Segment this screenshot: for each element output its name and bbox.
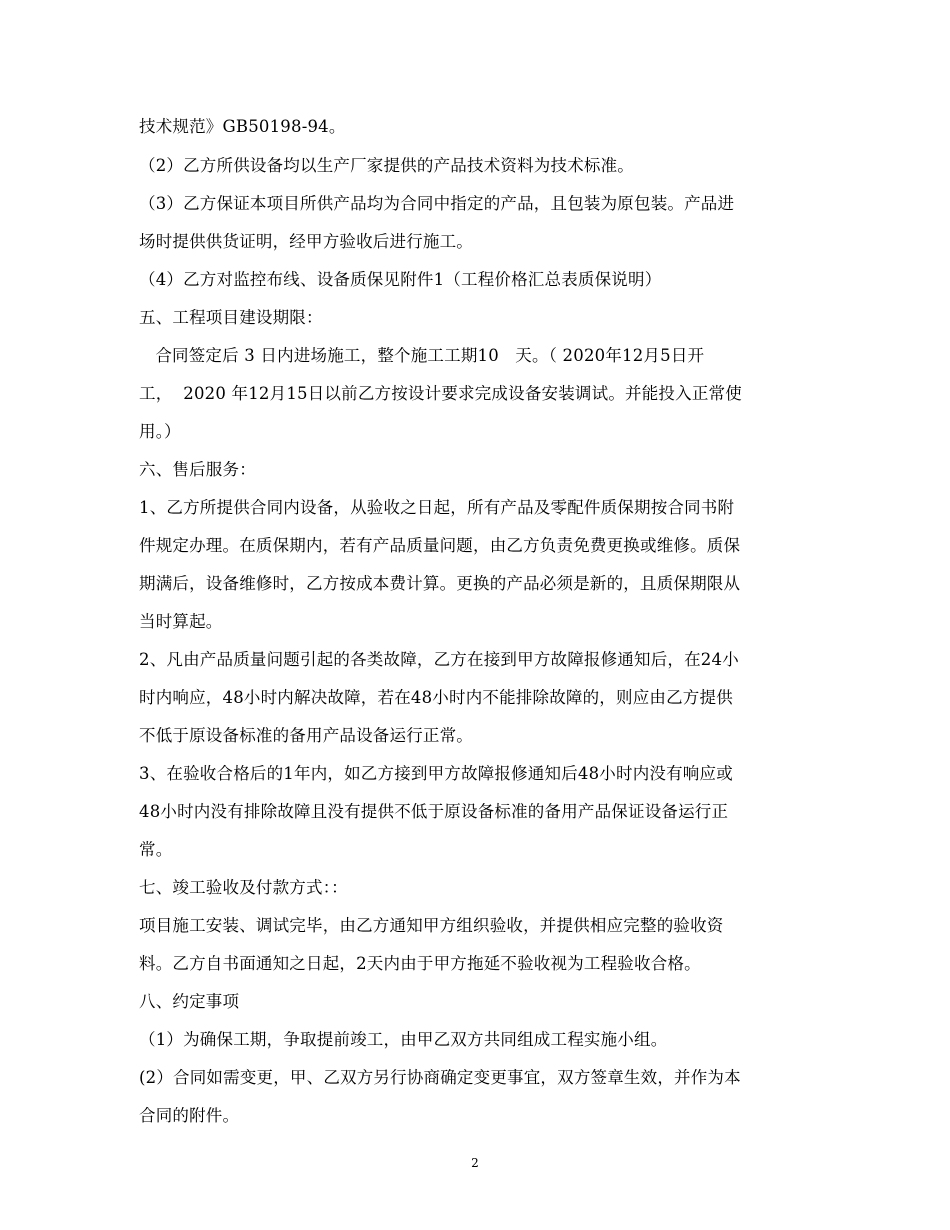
text-line: （2）乙方所供设备均以生产厂家提供的产品技术资料为技术标准。 xyxy=(139,156,634,175)
text-line: 常。 xyxy=(139,840,173,859)
text-line: （4）乙方对监控布线、设备质保见附件1（工程价格汇总表质保说明） xyxy=(139,270,662,289)
text-line: 当时算起。 xyxy=(139,612,223,631)
text-line: 料。乙方自书面通知之日起，2天内由于甲方拖延不验收视为工程验收合格。 xyxy=(139,954,701,973)
text-line: 件规定办理。在质保期内，若有产品质量问题，由乙方负责免费更换或维修。质保 xyxy=(139,536,741,555)
text-line: 场时提供供货证明，经甲方验收后进行施工。 xyxy=(139,232,473,251)
text-line: 1、乙方所提供合同内设备，从验收之日起，所有产品及零配件质保期按合同书附 xyxy=(139,498,735,517)
section-heading: 六、售后服务： xyxy=(139,460,256,479)
text-line: 时内响应，48小时内解决故障，若在48小时内不能排除故障的，则应由乙方提供 xyxy=(139,688,733,707)
text-line: （1）为确保工期，争取提前竣工，由甲乙双方共同组成工程实施小组。 xyxy=(139,1030,668,1049)
section-heading: 七、竣工验收及付款方式：： xyxy=(139,878,348,897)
text-line: 技术规范》GB50198-94。 xyxy=(139,117,346,136)
text-line: 2、凡由产品质量问题引起的各类故障，乙方在接到甲方故障报修通知后，在24小 xyxy=(139,650,739,669)
text-line: （3）乙方保证本项目所供产品均为合同中指定的产品，且包装为原包装。产品进 xyxy=(139,194,735,213)
text-line: 期满后，设备维修时，乙方按成本费计算。更换的产品必须是新的，且质保期限从 xyxy=(139,574,741,593)
page-number: 2 xyxy=(471,1156,479,1170)
text-line: 项目施工安装、调试完毕，由乙方通知甲方组织验收，并提供相应完整的验收资 xyxy=(139,916,724,935)
section-heading: 五、工程项目建设期限： xyxy=(139,308,323,327)
text-line: 合同的附件。 xyxy=(139,1106,240,1125)
text-line: 用。） xyxy=(139,422,181,441)
text-line: 48小时内没有排除故障且没有提供不低于原设备标准的备用产品保证设备运行正 xyxy=(139,802,729,821)
text-line: 工， 2020 年12月15日以前乙方按设计要求完成设备安装调试。并能投入正常使 xyxy=(139,384,742,403)
text-line: 3、在验收合格后的1年内，如乙方接到甲方故障报修通知后48小时内没有响应或 xyxy=(139,764,733,783)
text-line: (2）合同如需变更，甲、乙双方另行协商确定变更事宜，双方签章生效，并作为本 xyxy=(139,1068,741,1087)
text-line: 不低于原设备标准的备用产品设备运行正常。 xyxy=(139,726,473,745)
section-heading: 八、约定事项 xyxy=(139,992,240,1011)
text-line: 合同签定后 3 日内进场施工，整个施工工期10 天。（ 2020年12月5日开 xyxy=(139,346,705,365)
